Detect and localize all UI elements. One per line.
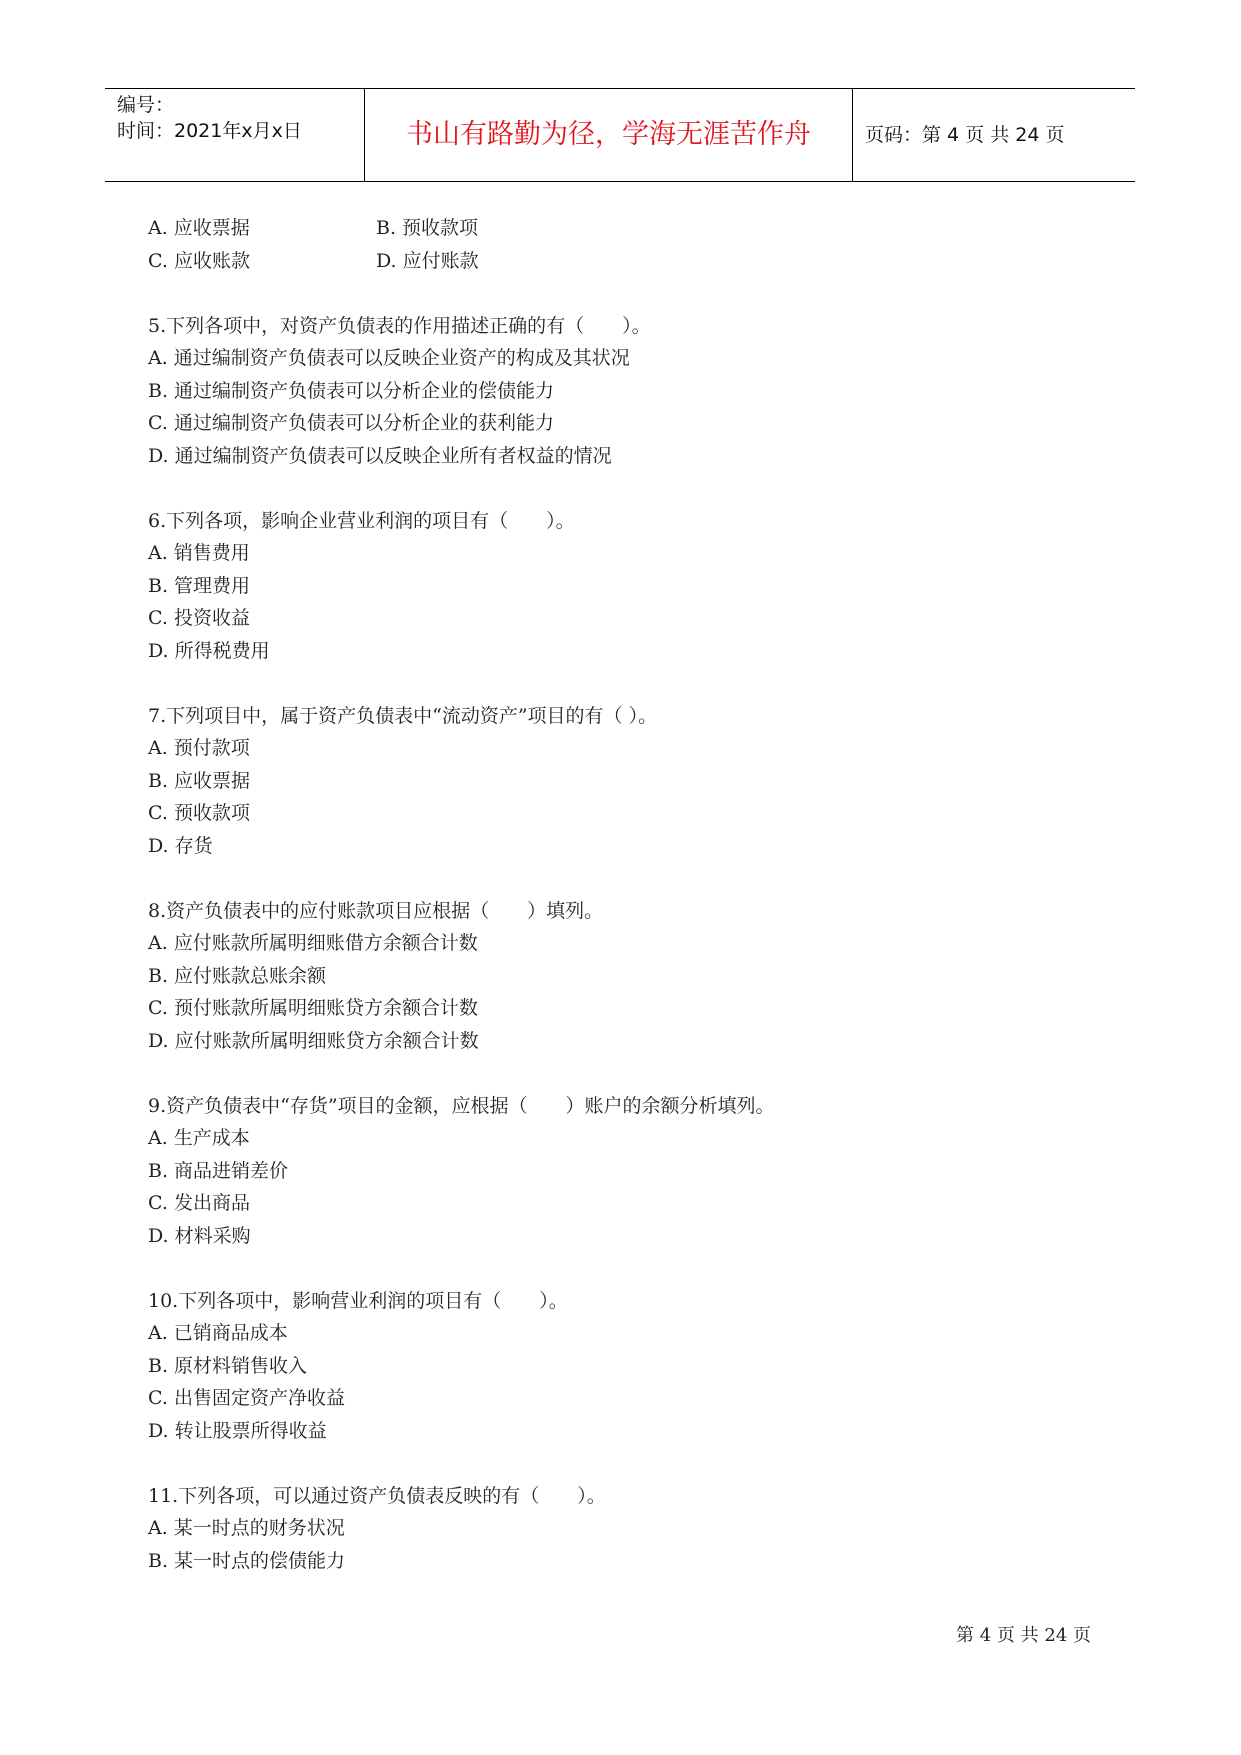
question-6 [148,505,1108,668]
question-option: C. 预收款项 [148,802,250,824]
option-d: D. 应付账款 [376,249,479,272]
question-option: B. 原材料销售收入 [148,1354,308,1377]
question-option: D. 存货 [148,834,213,857]
question-option: A. 生产成本 [148,1127,250,1149]
question-option: A. 预付款项 [148,737,250,759]
motto-text: 书山有路勤为径，学海无涯苦作舟 [406,119,811,150]
question-option: C. 投资收益 [148,607,250,629]
header-page-cell [853,89,1135,181]
question-11 [148,1480,1108,1578]
question-9 [148,1090,1108,1253]
question-option: A. 销售费用 [148,542,250,564]
question-option: A. 已销商品成本 [148,1322,288,1344]
question-stem: 7.下列项目中，属于资产负债表中“流动资产”项目的有（ ）。 [148,704,658,727]
question-7 [148,700,1108,863]
question-content [148,212,1108,1577]
question-option: D. 转让股票所得收益 [148,1419,327,1442]
question-option: B. 商品进销差价 [148,1159,289,1182]
question-10 [148,1285,1108,1448]
question-option: C. 发出商品 [148,1192,250,1214]
page-footer: 第 4 页 共 24 页 [956,1625,1091,1646]
header-table [105,88,1135,182]
question-option: B. 应收票据 [148,769,251,792]
question-stem: 6.下列各项，影响企业营业利润的项目有（ ）。 [148,509,575,532]
option-row [148,245,1108,278]
question-option: C. 出售固定资产净收益 [148,1387,345,1409]
question-option: C. 预付账款所属明细账贷方余额合计数 [148,997,478,1019]
question-option: B. 管理费用 [148,574,251,597]
option-b: B. 预收款项 [376,217,479,239]
option-row [148,212,1108,245]
question-option: D. 所得税费用 [148,639,270,662]
question-option: B. 某一时点的偿债能力 [148,1549,346,1572]
document-number-label: 编号： [117,94,175,116]
question-option: D. 材料采购 [148,1224,251,1247]
question-option: B. 应付账款总账余额 [148,964,327,987]
question-option: B. 通过编制资产负债表可以分析企业的偿债能力 [148,379,555,402]
header-motto-cell [365,89,853,181]
question-option: A. 通过编制资产负债表可以反映企业资产的构成及其状况 [148,347,630,369]
question-option: D. 应付账款所属明细账贷方余额合计数 [148,1029,479,1052]
question-option: A. 某一时点的财务状况 [148,1517,345,1539]
option-a: A. 应收票据 [148,217,250,239]
document-time-label: 时间：2021年x月x日 [117,120,302,142]
question-8 [148,895,1108,1058]
question-stem: 5.下列各项中，对资产负债表的作用描述正确的有（ ）。 [148,314,651,337]
question-stem: 10.下列各项中，影响营业利润的项目有（ ）。 [148,1289,568,1312]
question-option: C. 通过编制资产负债表可以分析企业的获利能力 [148,412,554,434]
question-stem: 8.资产负债表中的应付账款项目应根据（ ）填列。 [148,899,604,922]
question-stem: 11.下列各项，可以通过资产负债表反映的有（ ）。 [148,1484,606,1507]
question-option: D. 通过编制资产负债表可以反映企业所有者权益的情况 [148,444,612,467]
question-option: A. 应付账款所属明细账借方余额合计数 [148,932,478,954]
question-stem: 9.资产负债表中“存货”项目的金额，应根据（ ）账户的余额分析填列。 [148,1094,775,1117]
header-page-code: 页码：第 4 页 共 24 页 [865,124,1065,146]
header-info-cell [105,89,365,181]
option-c: C. 应收账款 [148,249,250,272]
question-5 [148,310,1108,473]
